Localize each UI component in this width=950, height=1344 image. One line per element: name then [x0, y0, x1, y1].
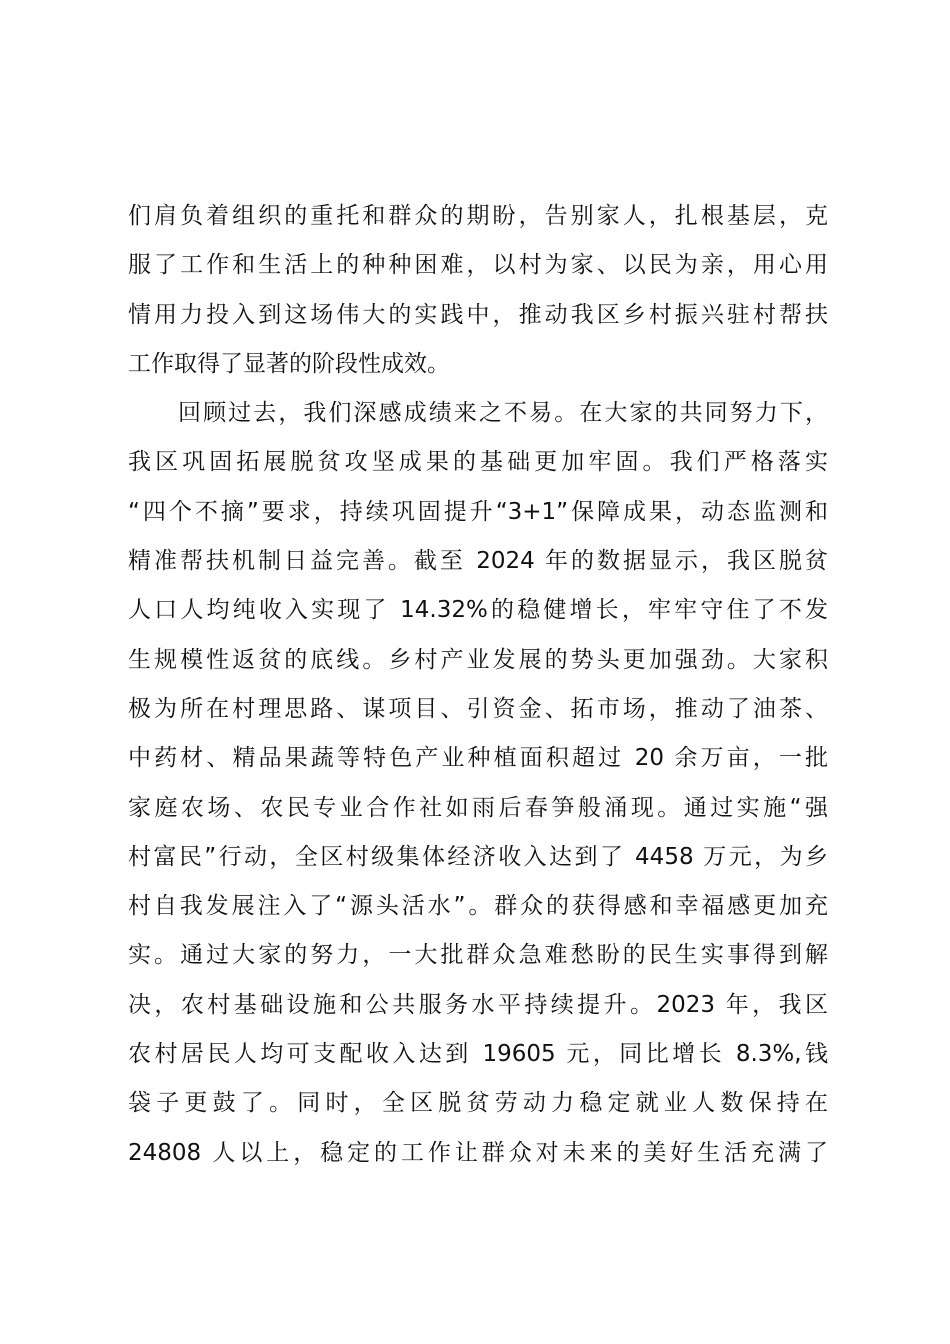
text-line: 精准帮扶机制日益完善。截至 2024 年的数据显示，我区脱贫 [128, 548, 828, 575]
text-line: 极为所在村理思路、谋项目、引资金、拓市场，推动了油茶、 [128, 695, 828, 722]
text-line: 决，农村基础设施和公共服务水平持续提升。2023 年，我区 [128, 991, 828, 1018]
body-text [128, 192, 828, 1178]
text-line: 袋子更鼓了。同时，全区脱贫劳动力稳定就业人数保持在 [128, 1090, 828, 1117]
text-line: 实。通过大家的努力，一大批群众急难愁盼的民生实事得到解 [128, 942, 828, 969]
text-line: 24808 人以上，稳定的工作让群众对未来的美好生活充满了 [128, 1139, 828, 1166]
text-line: 村自我发展注入了“源头活水”。群众的获得感和幸福感更加充 [128, 893, 828, 920]
text-line: 回顾过去，我们深感成绩来之不易。在大家的共同努力下， [178, 400, 828, 427]
text-line: 农村居民人均可支配收入达到 19605 元，同比增长 8.3%,钱 [128, 1041, 828, 1068]
text-line: 生规模性返贫的底线。乡村产业发展的势头更加强劲。大家积 [128, 646, 828, 673]
text-line: “四个不摘”要求，持续巩固提升“3+1”保障成果，动态监测和 [128, 498, 828, 525]
paragraph-1 [128, 192, 828, 389]
text-line: 我区巩固拓展脱贫攻坚成果的基础更加牢固。我们严格落实 [128, 449, 828, 476]
text-line: 村富民”行动，全区村级集体经济收入达到了 4458 万元，为乡 [128, 843, 828, 870]
text-line: 服了工作和生活上的种种困难，以村为家、以民为亲，用心用 [128, 252, 828, 279]
text-line: 中药材、精品果蔬等特色产业种植面积超过 20 余万亩，一批 [128, 745, 828, 772]
text-line: 工作取得了显著的阶段性成效。 [128, 350, 450, 377]
text-line: 情用力投入到这场伟大的实践中，推动我区乡村振兴驻村帮扶 [128, 301, 828, 328]
paragraph-2 [128, 389, 828, 1178]
text-line: 人口人均纯收入实现了 14.32%的稳健增长，牢牢守住了不发 [128, 597, 828, 624]
text-line: 家庭农场、农民专业合作社如雨后春笋般涌现。通过实施“强 [128, 794, 828, 821]
text-line: 们肩负着组织的重托和群众的期盼，告别家人，扎根基层，克 [128, 203, 828, 229]
